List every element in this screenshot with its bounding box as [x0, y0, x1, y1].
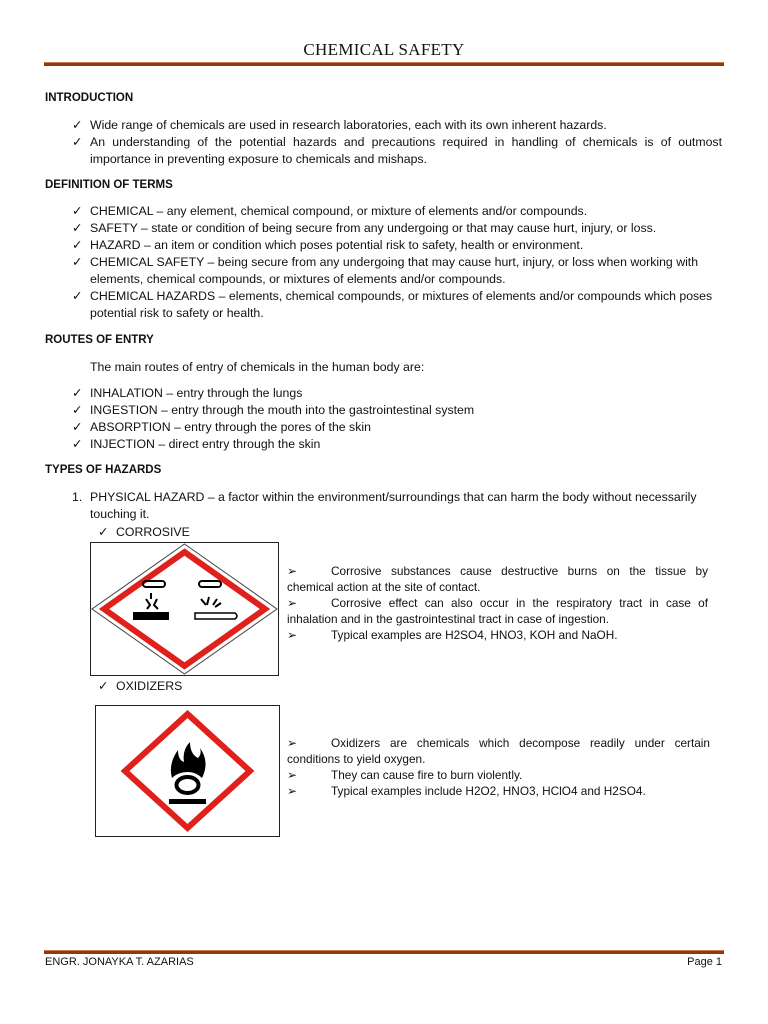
heading-hazards: TYPES OF HAZARDS	[45, 464, 162, 476]
definitions-list	[72, 203, 722, 322]
list-item: ✓ INJECTION – direct entry through the skin	[72, 437, 321, 451]
corrosive-label: ✓ CORROSIVE	[98, 525, 190, 539]
heading-introduction: INTRODUCTION	[45, 92, 134, 104]
list-item: ✓ INGESTION – entry through the mouth into the gastrointestinal system	[72, 403, 475, 417]
footer-rule	[44, 950, 724, 954]
list-item: ➢ Corrosive effect can also occur in the respiratory tract in case of inhalation and in the gastrointestinal tract in case of ingestion.	[287, 596, 708, 626]
heading-routes: ROUTES OF ENTRY	[45, 334, 154, 346]
list-item: ✓ HAZARD – an item or condition which poses potential risk to safety, health or environment.	[72, 238, 584, 252]
arrow-bullet-icon: ➢	[287, 768, 297, 782]
check-icon: ✓	[98, 525, 109, 539]
check-icon: ✓	[72, 135, 83, 149]
arrow-bullet-icon: ➢	[287, 628, 297, 642]
list-item: ➢ Typical examples are H2SO4, HNO3, KOH and NaOH.	[287, 628, 618, 642]
check-icon: ✓	[72, 403, 83, 417]
routes-list	[72, 385, 722, 453]
arrow-bullet-icon: ➢	[287, 736, 297, 750]
check-icon: ✓	[72, 289, 83, 303]
arrow-bullet-icon: ➢	[287, 564, 297, 578]
oxidizer-pictogram	[95, 705, 280, 837]
list-item: ✓ CHEMICAL HAZARDS – elements, chemical compounds, or mixtures of elements and/or compounds which poses potential risk to safety or health.	[72, 289, 713, 320]
corrosive-pictogram	[90, 542, 279, 676]
arrow-bullet-icon: ➢	[287, 596, 297, 610]
page-title: CHEMICAL SAFETY	[303, 40, 465, 59]
routes-intro: The main routes of entry of chemicals in the human body are:	[90, 360, 425, 374]
oxidizers-label: ✓ OXIDIZERS	[98, 679, 183, 693]
heading-definitions: DEFINITION OF TERMS	[45, 179, 173, 191]
oxidizers-description	[287, 735, 710, 799]
corrosive-description	[287, 563, 708, 643]
header-rule	[44, 62, 724, 66]
check-icon: ✓	[72, 420, 83, 434]
check-icon: ✓	[72, 118, 83, 132]
list-item: ✓ CHEMICAL SAFETY – being secure from any undergoing that may cause hurt, injury, or loss when working with elements, chemical compounds, or mixtures of elements and/or compounds.	[72, 255, 699, 286]
list-item: ✓ ABSORPTION – entry through the pores of the skin	[72, 420, 371, 434]
list-item: ✓ Wide range of chemicals are used in research laboratories, each with its own inherent hazards.	[72, 118, 607, 132]
check-icon: ✓	[72, 204, 83, 218]
introduction-list	[72, 117, 722, 168]
check-icon: ✓	[72, 386, 83, 400]
list-item: ✓ SAFETY – state or condition of being secure from any undergoing or that may cause hurt, injury, or loss.	[72, 221, 657, 235]
check-icon: ✓	[72, 221, 83, 235]
list-item: ✓ An understanding of the potential hazards and precautions required in handling of chemicals is of outmost importance in preventing exposure to chemicals and mishaps.	[72, 135, 722, 166]
list-item: ✓ INHALATION – entry through the lungs	[72, 386, 303, 400]
check-icon: ✓	[72, 255, 83, 269]
footer-author: ENGR. JONAYKA T. AZARIAS	[45, 956, 194, 968]
check-icon: ✓	[98, 679, 109, 693]
list-item: ➢ Typical examples include H2O2, HNO3, HClO4 and H2SO4.	[287, 784, 646, 798]
check-icon: ✓	[72, 238, 83, 252]
hazard-numbered-item: 1. PHYSICAL HAZARD – a factor within the environment/surroundings that can harm the body without necessarily touching it.	[72, 490, 697, 521]
list-item: ➢ Corrosive substances cause destructive burns on the tissue by chemical action at the site of contact.	[287, 564, 708, 594]
list-item: ➢ They can cause fire to burn violently.	[287, 768, 523, 782]
list-item: ✓ CHEMICAL – any element, chemical compound, or mixture of elements and/or compounds.	[72, 204, 588, 218]
check-icon: ✓	[72, 437, 83, 451]
list-item: ➢ Oxidizers are chemicals which decompose readily under certain conditions to yield oxygen.	[287, 736, 710, 766]
page-number: Page 1	[687, 956, 722, 968]
arrow-bullet-icon: ➢	[287, 784, 297, 798]
